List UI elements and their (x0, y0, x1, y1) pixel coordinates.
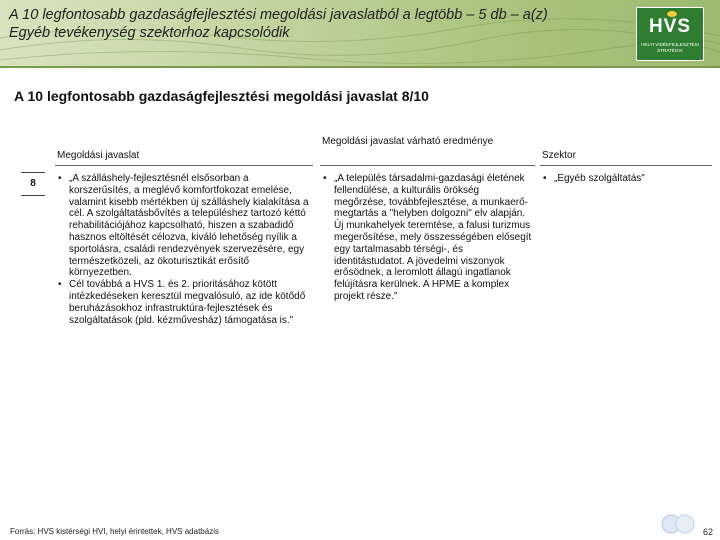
solution-list (57, 173, 312, 326)
footer-logo-icon (660, 513, 696, 535)
expected-item: • „A település társadalmi-gazdasági életének fellendülése, a kulturális örökség megőrzése, továbbfejlesztése, a munkaerő-megtartás a "helyben dolgozni" elv alapján. Új munkahelyek teremtése, a falusi turizmus megerősítése, mely összességében elősegít egy tartalmasabb térségi-, és identitástudatot. A jövedelmi viszonyok erősödnek, a leromlott állagú ingatlanok felújításra kerülnek. A HPME a komplex projekt része." (322, 173, 534, 303)
solution-item: • „A szálláshely-fejlesztésnél elsősorban a korszerűsítés, a meglévő komfortfokozat emelése, valamint kisebb mértékben új szálláshely kialakítása a cél. A szolgáltatásbővítés a településhez tartozó kéttó rehabilitációjához kapcsolható, hiszen a szabadidő hasznos eltöltését célozva, kiváló lehetőség nyílik a sportolásra, családi rendezvények szervezésére, egy természetközeli, az ökoturisztikát erősítő környezetben. (57, 173, 312, 279)
column-header-sector: Szektor (542, 150, 576, 161)
column-rule-sector (540, 165, 712, 166)
row-number: 8 (21, 172, 45, 196)
column-rule-solution (55, 165, 313, 166)
logo-text: HVS (648, 16, 692, 37)
sector-item: • „Egyéb szolgáltatás" (542, 173, 717, 185)
column-header-solution: Megoldási javaslat (57, 150, 140, 161)
slide-subtitle: A 10 legfontosabb gazdaságfejlesztési megoldási javaslat 8/10 (14, 88, 429, 104)
column-header-expected: Megoldási javaslat várható eredménye (322, 136, 494, 147)
sector-list (542, 173, 717, 185)
header-divider (0, 66, 720, 68)
page-number: 62 (703, 527, 714, 537)
hvs-logo (636, 7, 704, 61)
column-rule-expected (320, 165, 535, 166)
expected-list (322, 173, 534, 303)
logo-subtext: HELYI VIDÉKFEJLESZTÉSI STRATÉGIA (641, 42, 699, 53)
solution-item: • Cél továbbá a HVS 1. és 2. prioritásához kötött intézkedéseken keresztül megvalósuló, az ide kötődő beruházásokhoz infrastruktúra-fejlesztések és szolgáltatások (pld. kézművesház) támogatása is." (57, 279, 312, 326)
footer-source: Forrás: HVS kistérségi HVI, helyi érintettek, HVS adatbázis (10, 527, 219, 536)
header-banner (0, 0, 720, 66)
slide-header-title: A 10 legfontosabb gazdaságfejlesztési megoldási javaslatból a legtöbb – 5 db – a(z) Egyéb tevékenység szektorhoz kapcsolódik (9, 7, 548, 41)
